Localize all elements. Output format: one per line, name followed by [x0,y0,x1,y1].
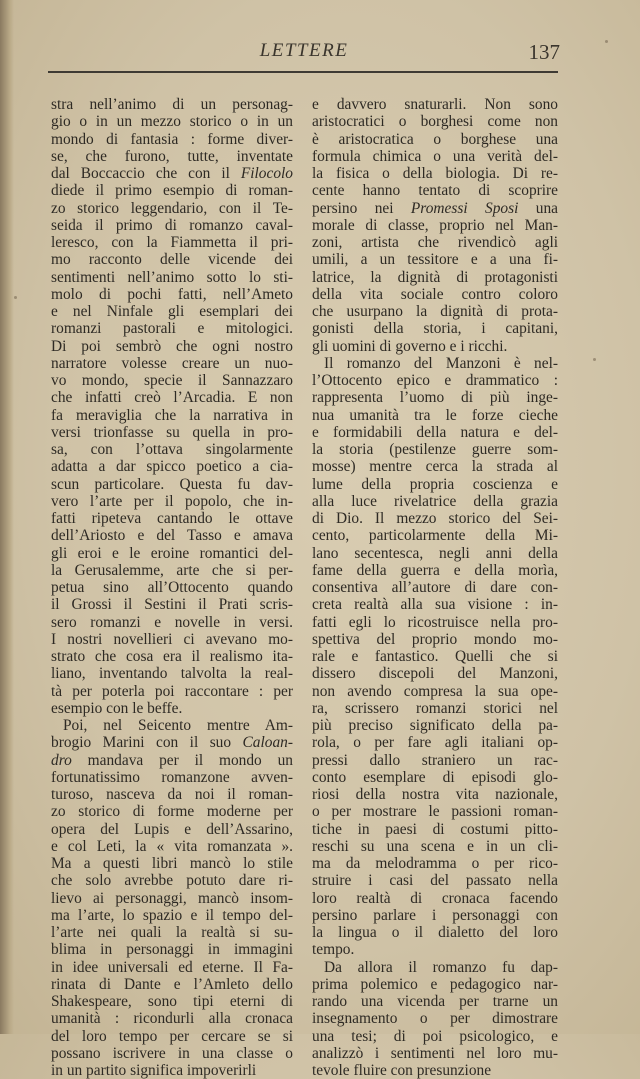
text-line: e davvero snaturarli. Non sono [312,96,558,113]
text-line: in un partito significa impoverirli [51,1062,257,1079]
text-line: persino parlare i personaggi con [312,906,558,924]
text-line: lume della propria coscienza e [312,475,558,493]
text-line: del loro tempo per cercare se si [51,1027,293,1045]
text-line: e col Leti, la « vita romanzata ». [51,837,293,855]
text-line: la storia (pestilenze guerre som- [312,441,558,458]
text-line: romanzi pastorali e mitologici. [51,320,293,338]
text-line: persino nei Promessi Sposi una [312,199,558,217]
text-line: è aristocratica o borghese una [312,130,558,148]
text-line: zo storico di forme moderne per [51,803,293,821]
right-text-column [312,96,558,1079]
text-line: fame della guerra e della morìa, [312,561,558,579]
running-title: LETTERE [259,40,349,61]
text-line: dissero discepoli del Manzoni, [312,665,558,683]
text-line: liano, inventando talvolta la real- [51,665,293,683]
text-line: seida il primo di romanzo caval- [51,216,293,234]
text-line: sero romanzi e novelle in versi. [51,613,293,631]
text-line: Poi, nel Seicento mentre Am- [63,717,293,734]
text-line: morale di classe, proprio nel Man- [312,216,558,234]
text-line: non avendo compresa la sua ope- [312,682,558,700]
text-line: narratore volesse creare un nuo- [51,354,293,372]
text-line: vo mondo, specie il Sannazzaro [51,372,293,389]
page-number: 137 [528,40,560,64]
text-line: rando una vicenda per trarne un [312,993,558,1010]
text-line: analizzò i sentimenti nel loro mu- [312,1044,558,1062]
text-line: consentiva all’autore di dare con- [312,579,558,596]
text-line: alla luce rivelatrice della grazia [312,492,558,510]
text-line: gio o in un mezzo storico o in un [51,113,293,131]
text-line: aristocratici o borghesi come non [312,113,558,131]
text-line: dro mandava per il mondo un [51,751,293,769]
text-line: mo racconto delle vicende dei [51,251,293,269]
text-line: scun particolare. Questa fu dav- [51,475,293,493]
text-line: zo storico leggendario, con il Te- [51,199,293,217]
text-line: rale e fantastico. Quelli che si [312,648,558,665]
text-line: diede il primo esempio di roman- [51,182,293,200]
text-line: ra, scrissero romanzi storici nel [312,699,558,717]
text-line: che usurpano la dignità di prota- [312,303,558,320]
text-line: lievo ai personaggi, mancò insom- [51,889,293,907]
text-line: in idee universali ed eterne. Il Fa- [51,958,293,976]
text-line: e nel Ninfale gli esemplari dei [51,303,293,320]
text-line: loro realtà di cronaca facendo [312,889,558,907]
text-line: la lingua o il dialetto del loro [312,924,558,941]
text-line: rappresenta l’uomo di più inge- [312,389,558,407]
text-line: mondo di fantasia : forme diver- [51,130,293,148]
text-line: gli uomini di governo e i ricchi. [312,337,508,355]
text-line: cente hanno tentato di scoprire [312,182,558,200]
text-line: ma da melodramma o per rico- [312,855,558,872]
text-line: prima polemico e pedagogico nar- [312,975,558,993]
page-header [48,38,560,66]
text-line: creta realtà alla sua visione : in- [312,596,558,614]
text-line: vero l’arte per il popolo, che in- [51,492,293,510]
text-line: esempio con le beffe. [51,699,183,717]
text-line: la fisica o della biologia. Di re- [312,165,558,182]
text-line: ma l’arte, lo spazio e il tempo del- [51,906,293,924]
text-line: tiche in paesi di costumi pitto- [312,820,558,838]
paper-speck [593,358,596,361]
paper-speck [605,40,608,43]
text-line: della vita sociale contro coloro [312,285,558,303]
text-line: e formidabili della natura e del- [312,423,558,441]
text-line: sa, con l’ottava singolarmente [51,441,293,458]
text-line: lano secentesca, negli anni della [312,544,558,562]
text-line: reschi su una scena e in un cli- [312,837,558,855]
text-line: fatti egli lo ricostruisce nella pro- [312,613,558,631]
text-line: Il romanzo del Manzoni è nel- [324,354,558,372]
text-line: rola, o per fare agli italiani op- [312,734,558,752]
text-line: l’Ottocento epico e drammatico : [312,372,558,389]
text-line: o per mostrare le passioni roman- [312,803,558,821]
text-line: formula chimica o una verità del- [312,147,558,165]
text-line: Shakespeare, sono tipi eterni di [51,993,293,1010]
text-line: petua sino all’Ottocento quando [51,579,293,596]
text-line: I nostri novellieri ci avevano mo- [51,630,293,648]
text-line: umili, a un tessitore e a una fi- [312,251,558,269]
text-line: fa meraviglia che la narrativa in [51,406,293,424]
text-line: una tesi; di poi psicologico, e [312,1027,558,1045]
text-line: possano iscrivere in una classe o [51,1044,293,1062]
text-line: conto esemplare di episodi glo- [312,768,558,786]
text-line: il Grossi il Sestini il Prati scris- [51,596,293,614]
text-line: adatta a dar spicco poetico a cia- [51,458,293,476]
text-line: fatti ripeteva cantando le ottave [51,510,293,527]
book-spine-shadow [0,0,14,1034]
text-line: dell’Ariosto e del Tasso e amava [51,527,293,545]
text-line: tà per poterla poi raccontare : per [51,682,293,700]
text-line: mosse) mentre cerca la strada al [312,458,558,476]
text-line: l’arte nei quali la realtà si su- [51,924,293,941]
text-line: tevole fluire con presunzione [312,1062,492,1079]
text-line: rinata di Dante e l’Amleto dello [51,975,293,993]
text-line: che solo avrebbe potuto dare ri- [51,872,293,890]
text-line: turoso, nasceva da noi il roman- [51,786,293,803]
text-line: Da allora il romanzo fu dap- [324,958,558,976]
text-line: riosi della nostra vita nazionale, [312,786,558,803]
header-rule [48,71,558,73]
text-line: sentimenti nell’animo sotto lo sti- [51,268,293,286]
text-line: strato che cosa era il realismo ita- [51,648,293,665]
text-line: brogio Marini con il suo Caloan- [51,734,293,752]
text-line: la Gerusalemme, arte che si per- [51,561,293,579]
text-line: più preciso significato della pa- [312,717,558,734]
text-line: latrice, la dignità di protagonisti [312,268,558,286]
text-line: versi trionfasse su quella in pro- [51,423,293,441]
text-line: opera del Lupis e dell’Assarino, [51,820,293,838]
text-line: nua umanità tra le forze cieche [312,406,558,424]
text-line: dal Boccaccio che con il Filocolo [51,165,293,182]
text-line: di Dio. Il mezzo storico del Sei- [312,510,558,527]
text-line: spettiva del proprio mondo mo- [312,630,558,648]
text-line: pressi dallo straniero un rac- [312,751,558,769]
text-line: stra nell’animo di un personag- [51,96,293,113]
text-line: gli eroi e le eroine romantici del- [51,544,293,562]
text-line: zoni, artista che rivendicò agli [312,234,558,251]
text-line: gonisti della storia, i capitani, [312,320,558,338]
text-line: che infatti creò l’Arcadia. E non [51,389,293,407]
text-line: umanità : ricondurli alla cronaca [51,1010,293,1028]
text-line: molo di pochi fatti, nell’Ameto [51,285,293,303]
text-line: Di poi sembrò che ogni nostro [51,337,293,355]
paper-speck [14,296,17,299]
text-line: leresco, con la Fiammetta il pri- [51,234,293,251]
text-line: fortunatissimo romanzone avven- [51,768,293,786]
text-line: Ma a questi libri mancò lo stile [51,855,293,872]
left-text-column [51,96,293,1079]
text-line: struire i casi del passato nella [312,872,558,890]
text-line: blima in personaggi in immagini [51,941,293,959]
text-line: tempo. [312,941,355,959]
text-line: se, che furono, tutte, inventate [51,147,293,165]
text-line: cento, particolarmente della Mi- [312,527,558,545]
text-line: insegnamento o per dimostrare [312,1010,558,1028]
